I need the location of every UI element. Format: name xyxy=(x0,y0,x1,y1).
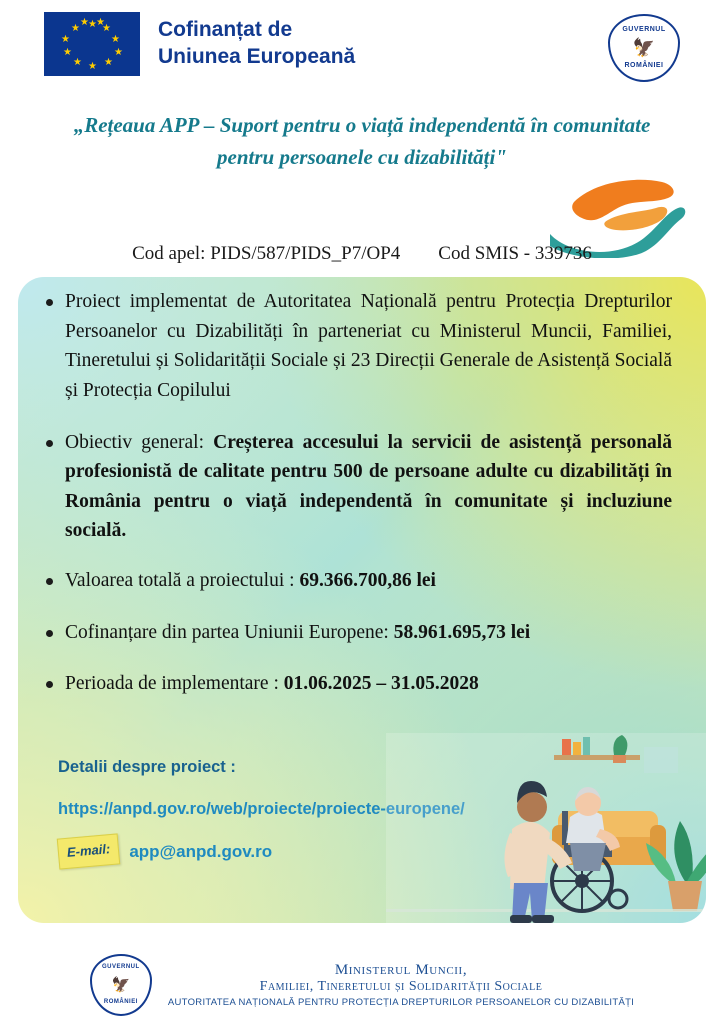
email-label-tag: E-mail: xyxy=(57,834,121,870)
bullet-period xyxy=(65,669,479,699)
period-value: 01.06.2025 – 31.05.2028 xyxy=(283,673,479,695)
eagle-icon: 🦅 xyxy=(632,37,656,58)
eu-text-line2: Uniunea Europeană xyxy=(158,45,356,68)
bullet-list xyxy=(46,287,672,717)
eu-flag-icon: ★ ★ ★ ★ ★ ★ ★ ★ ★ ★ ★ ★ xyxy=(44,12,140,76)
emblem-top-label: GUVERNUL xyxy=(622,26,666,33)
period-label: Perioada de implementare : xyxy=(65,673,284,695)
footer-emblem-bottom-label: ROMÂNIEI xyxy=(103,999,138,1005)
email-address-link[interactable]: app@anpd.gov.ro xyxy=(129,841,273,861)
bullet-implementation-text: Proiect implementat de Autoritatea Națională pentru Protecția Drepturilor Persoanelor cu Dizabilități în parteneriat cu Ministerul Muncii, Familiei, Tineretului și Solidarității Sociale și 23 Direcții Generale de Asistență Socială și Protecția Copilului xyxy=(65,291,672,401)
bullet-total-value xyxy=(65,566,436,596)
list-item xyxy=(46,618,672,648)
bullet-eu-cofinancing xyxy=(65,618,530,648)
list-item xyxy=(46,669,672,699)
smis-code: Cod SMIS - 339736 xyxy=(438,243,592,264)
emblem-bottom-label: ROMÂNIEI xyxy=(624,62,664,69)
eu-cofinancing-header xyxy=(44,12,355,76)
bullet-dot-icon xyxy=(46,630,53,637)
footer-text-block xyxy=(168,962,634,1008)
government-emblem-icon xyxy=(608,14,680,82)
footer-emblem-top-label: GUVERNUL xyxy=(102,964,140,970)
project-title xyxy=(24,110,700,173)
bullet-dot-icon xyxy=(46,681,53,688)
bullet-dot-icon xyxy=(46,299,53,306)
eu-cofinancing-amount: 58.961.695,73 lei xyxy=(393,621,531,643)
call-code: Cod apel: PIDS/587/PIDS_P7/OP4 xyxy=(132,243,401,264)
ministry-footer xyxy=(0,954,724,1016)
details-heading: Detalii despre proiect : xyxy=(58,758,236,776)
list-item xyxy=(46,566,672,596)
eu-cofinancing-label: Cofinanțare din partea Uniunii Europene: xyxy=(65,621,394,643)
title-line-2: pentru persoanele cu dizabilități" xyxy=(217,144,507,169)
objective-label: Obiectiv general: xyxy=(65,431,214,453)
eu-text-line1: Cofinanțat de xyxy=(158,18,293,42)
project-url-link[interactable]: https://anpd.gov.ro/web/proiecte/proiecte-europene/ xyxy=(58,799,465,818)
project-info-card xyxy=(18,277,706,923)
bullet-dot-icon xyxy=(46,440,53,447)
list-item xyxy=(46,428,672,547)
footer-eagle-icon: 🦅 xyxy=(111,977,131,994)
eu-cofinancing-text xyxy=(158,17,355,71)
list-item xyxy=(46,287,672,406)
objective-value: Creșterea accesului la servicii de asistență personală profesionistă de calitate pentru 500 de persoane adulte cu dizabilități în România pentru o viață independentă în comunitate și incluziune socială. xyxy=(65,431,672,542)
total-value-label: Valoarea totală a proiectului : xyxy=(65,570,300,591)
bullet-dot-icon xyxy=(46,578,53,585)
caregiver-wheelchair-illustration xyxy=(386,733,706,923)
project-codes xyxy=(0,243,724,265)
title-line-1: „Rețeaua APP – Suport pentru o viață independentă în comunitate xyxy=(73,113,651,137)
total-value-amount: 69.366.700,86 lei xyxy=(299,570,436,591)
footer-government-emblem-icon xyxy=(90,954,152,1016)
bullet-objective xyxy=(65,428,672,547)
footer-line-3: AUTORITATEA NAȚIONALĂ PENTRU PROTECȚIA DREPTURILOR PERSOANELOR CU DIZABILITĂȚI xyxy=(167,997,635,1008)
footer-line-1: Ministerul Muncii, xyxy=(334,962,468,978)
footer-line-2: Familiei, Tineretului și Solidarității Sociale xyxy=(259,979,543,994)
